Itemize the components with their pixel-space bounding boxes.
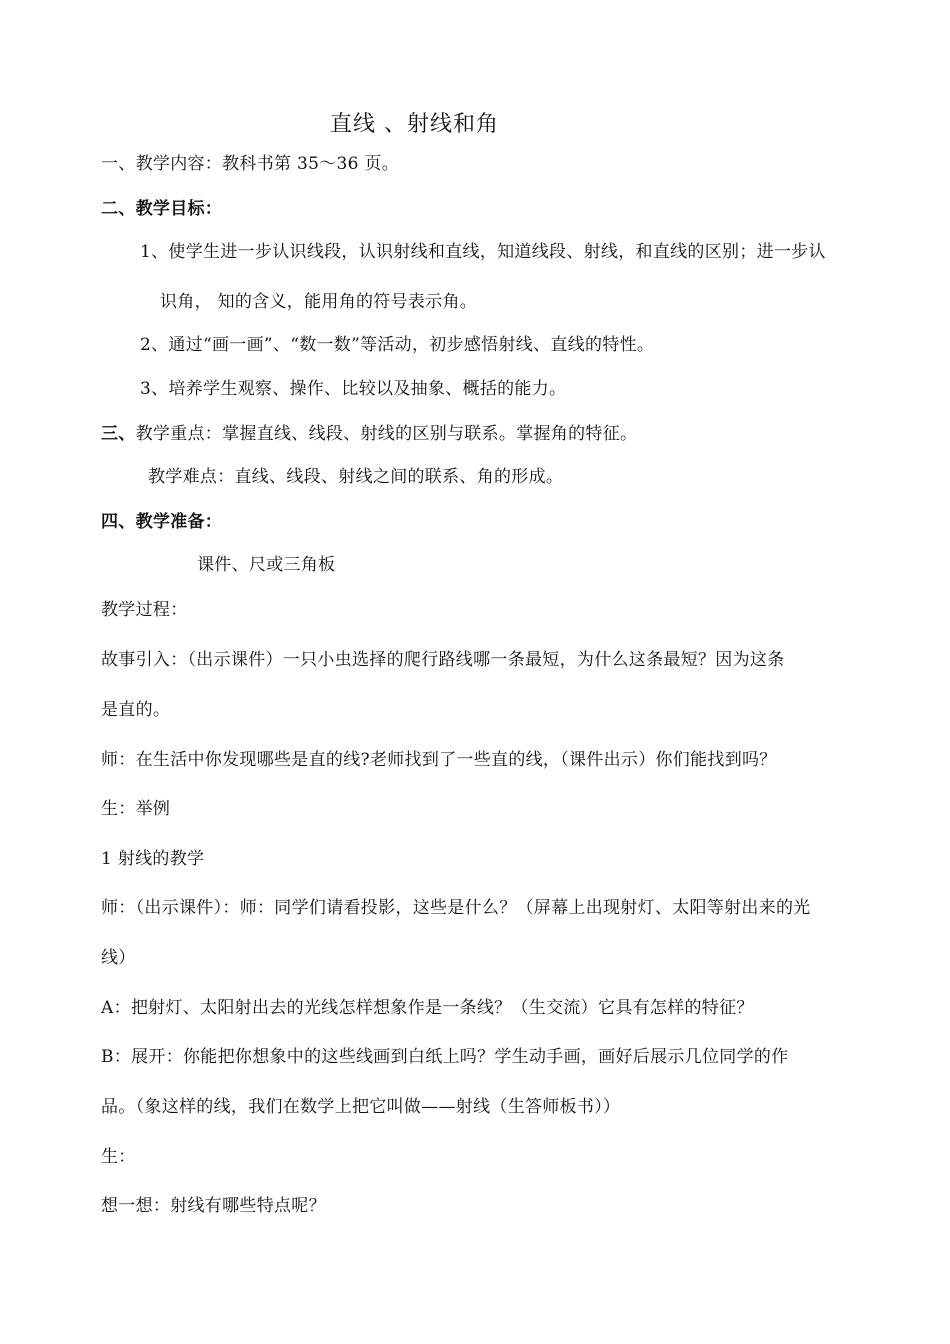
step-b-line-2: 品。（象这样的线，我们在数学上把它叫做——射线（生答师板书）） bbox=[101, 1097, 621, 1117]
teacher-line-1: 师：在生活中你发现哪些是直的线?老师找到了一些直的线，（课件出示）你们能找到吗？ bbox=[101, 750, 777, 770]
think-prompt: 想一想：射线有哪些特点呢？ bbox=[101, 1196, 326, 1216]
section-key-points-label: 三、 bbox=[101, 424, 136, 444]
part-1-heading: 1 射线的教学 bbox=[101, 849, 205, 869]
teacher-line-2a: 师：（出示课件）：师：同学们请看投影，这些是什么？（屏幕上出现射灯、太阳等射出来的光 bbox=[101, 898, 811, 918]
story-line-1: 故事引入：（出示课件）一只小虫选择的爬行路线哪一条最短，为什么这条最短？因为这条 bbox=[101, 650, 785, 670]
section-teaching-content: 一、教学内容：教科书第 35～36 页。 bbox=[101, 154, 400, 174]
goal-2: 2、通过“画一画”、“数一数”等活动，初步感悟射线、直线的特性。 bbox=[140, 335, 655, 355]
teacher-line-2b: 线） bbox=[101, 948, 136, 968]
goal-1-line-2: 识角， 知的含义，能用角的符号表示角。 bbox=[160, 292, 478, 312]
step-b-line-1: B：展开：你能把你想象中的这些线画到白纸上吗？学生动手画，画好后展示几位同学的作 bbox=[101, 1047, 789, 1067]
process-heading: 教学过程： bbox=[101, 600, 188, 620]
goal-3: 3、培养学生观察、操作、比较以及抽象、概括的能力。 bbox=[140, 379, 567, 399]
step-a: A：把射灯、太阳射出去的光线怎样想象作是一条线？（生交流）它具有怎样的特征？ bbox=[101, 998, 754, 1018]
materials: 课件、尺或三角板 bbox=[197, 555, 336, 575]
section-key-points bbox=[101, 422, 637, 446]
section-preparation-heading: 四、教学准备： bbox=[101, 512, 223, 532]
difficulty: 教学难点：直线、线段、射线之间的联系、角的形成。 bbox=[148, 467, 564, 487]
section-key-points-text: 教学重点：掌握直线、线段、射线的区别与联系。掌握角的特征。 bbox=[135, 424, 638, 444]
student-line-2: 生： bbox=[101, 1147, 136, 1167]
document-title: 直线 、射线和角 bbox=[330, 112, 499, 137]
story-line-2: 是直的。 bbox=[101, 700, 171, 720]
goal-1-line-1: 1、使学生进一步认识线段，认识射线和直线，知道线段、射线，和直线的区别；进一步认 bbox=[140, 242, 826, 262]
student-line-1: 生：举例 bbox=[101, 799, 171, 819]
section-goals-heading: 二、教学目标： bbox=[101, 199, 223, 219]
